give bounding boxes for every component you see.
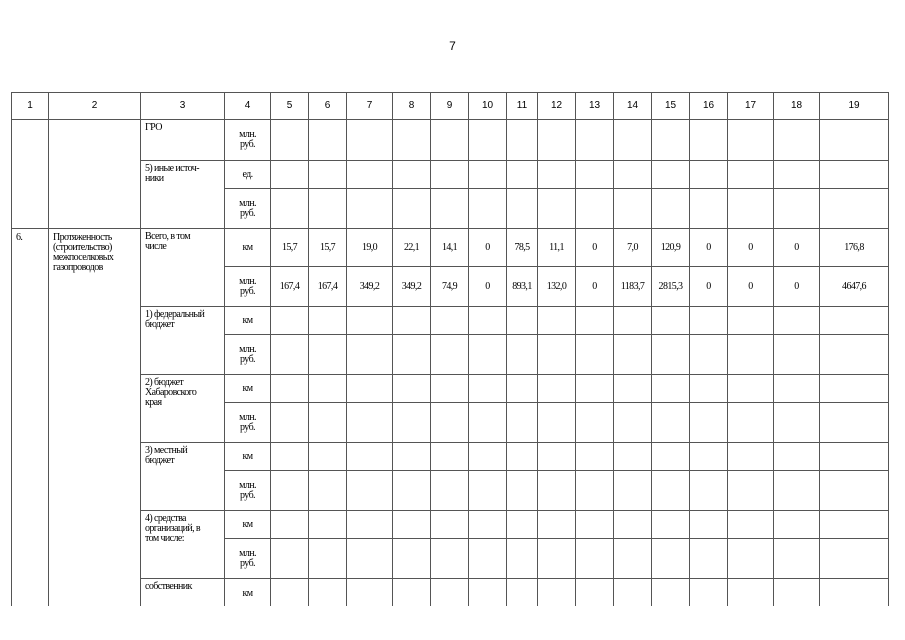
unit-cell: км	[225, 229, 271, 267]
value-cell	[690, 335, 728, 375]
value-cell	[507, 375, 538, 403]
unit-cell: млн. руб.	[225, 189, 271, 229]
value-cell	[538, 539, 576, 579]
page-number: 7	[449, 39, 456, 53]
value-cell	[820, 539, 889, 579]
value-cell	[728, 539, 774, 579]
value-cell: 78,5	[507, 229, 538, 267]
value-cell	[652, 443, 690, 471]
value-cell: 22,1	[393, 229, 431, 267]
value-cell	[347, 511, 393, 539]
value-cell	[652, 120, 690, 161]
unit-cell: млн. руб.	[225, 539, 271, 579]
value-cell	[614, 161, 652, 189]
value-cell	[576, 511, 614, 539]
value-cell	[431, 539, 469, 579]
value-cell	[652, 335, 690, 375]
value-cell	[576, 189, 614, 229]
value-cell	[614, 335, 652, 375]
header-cell: 9	[431, 93, 469, 120]
value-cell: 7,0	[614, 229, 652, 267]
value-cell	[774, 511, 820, 539]
value-cell	[538, 189, 576, 229]
value-cell	[820, 375, 889, 403]
header-cell: 1	[12, 93, 49, 120]
header-cell: 15	[652, 93, 690, 120]
header-cell: 13	[576, 93, 614, 120]
source-label-cell: ГРО	[141, 120, 225, 161]
value-cell: 11,1	[538, 229, 576, 267]
value-cell	[469, 403, 507, 443]
value-cell	[309, 579, 347, 607]
value-cell	[728, 471, 774, 511]
value-cell	[507, 335, 538, 375]
table-row	[12, 443, 889, 471]
value-cell	[728, 120, 774, 161]
unit-cell: км	[225, 443, 271, 471]
data-table	[11, 92, 889, 606]
value-cell: 0	[774, 229, 820, 267]
value-cell	[538, 375, 576, 403]
table-row	[12, 511, 889, 539]
value-cell	[728, 189, 774, 229]
value-cell	[393, 120, 431, 161]
value-cell: 0	[469, 267, 507, 307]
value-cell	[652, 307, 690, 335]
value-cell	[347, 189, 393, 229]
value-cell	[728, 443, 774, 471]
value-cell	[393, 511, 431, 539]
value-cell	[690, 511, 728, 539]
value-cell	[820, 511, 889, 539]
value-cell	[507, 511, 538, 539]
value-cell	[690, 539, 728, 579]
unit-cell: км	[225, 579, 271, 607]
header-cell: 7	[347, 93, 393, 120]
value-cell	[614, 189, 652, 229]
header-cell: 3	[141, 93, 225, 120]
value-cell	[820, 120, 889, 161]
value-cell	[774, 403, 820, 443]
value-cell	[469, 161, 507, 189]
value-cell	[614, 443, 652, 471]
value-cell	[393, 335, 431, 375]
value-cell	[431, 120, 469, 161]
table-row	[12, 307, 889, 335]
value-cell: 4647,6	[820, 267, 889, 307]
value-cell	[820, 307, 889, 335]
value-cell	[576, 120, 614, 161]
value-cell	[309, 189, 347, 229]
value-cell	[774, 471, 820, 511]
value-cell	[347, 579, 393, 607]
value-cell	[728, 335, 774, 375]
value-cell	[431, 579, 469, 607]
value-cell	[309, 161, 347, 189]
value-cell	[309, 443, 347, 471]
value-cell: 167,4	[271, 267, 309, 307]
source-label-cell: 4) средства организаций, в том числе:	[141, 511, 225, 579]
value-cell	[614, 375, 652, 403]
value-cell	[538, 403, 576, 443]
value-cell	[347, 307, 393, 335]
value-cell	[576, 539, 614, 579]
value-cell	[507, 189, 538, 229]
value-cell: 19,0	[347, 229, 393, 267]
value-cell	[690, 471, 728, 511]
value-cell	[576, 307, 614, 335]
value-cell	[431, 335, 469, 375]
value-cell	[774, 443, 820, 471]
value-cell	[820, 471, 889, 511]
value-cell	[774, 307, 820, 335]
value-cell	[271, 579, 309, 607]
value-cell: 120,9	[652, 229, 690, 267]
value-cell	[820, 189, 889, 229]
value-cell: 349,2	[393, 267, 431, 307]
value-cell	[469, 189, 507, 229]
value-cell: 1183,7	[614, 267, 652, 307]
value-cell	[507, 539, 538, 579]
header-cell: 16	[690, 93, 728, 120]
value-cell	[431, 471, 469, 511]
value-cell	[347, 161, 393, 189]
value-cell	[576, 443, 614, 471]
value-cell	[690, 120, 728, 161]
value-cell	[309, 375, 347, 403]
source-label-cell: 2) бюджет Хабаровского края	[141, 375, 225, 443]
source-label-cell: собственник	[141, 579, 225, 607]
value-cell	[538, 579, 576, 607]
value-cell	[431, 375, 469, 403]
value-cell	[652, 579, 690, 607]
value-cell	[728, 579, 774, 607]
value-cell	[576, 579, 614, 607]
value-cell	[507, 403, 538, 443]
value-cell	[538, 443, 576, 471]
value-cell	[271, 375, 309, 403]
value-cell	[774, 189, 820, 229]
value-cell	[690, 443, 728, 471]
source-label-cell: Всего, в том числе	[141, 229, 225, 307]
source-label-cell: 1) федеральный бюджет	[141, 307, 225, 375]
value-cell	[271, 471, 309, 511]
row-number-cell	[12, 120, 49, 229]
value-cell	[774, 161, 820, 189]
header-cell: 2	[49, 93, 141, 120]
value-cell	[469, 307, 507, 335]
header-cell: 8	[393, 93, 431, 120]
value-cell	[652, 161, 690, 189]
table-row	[12, 120, 889, 161]
value-cell	[576, 375, 614, 403]
value-cell	[393, 189, 431, 229]
value-cell: 0	[469, 229, 507, 267]
table-body	[12, 93, 889, 607]
value-cell	[393, 161, 431, 189]
value-cell	[393, 471, 431, 511]
value-cell	[576, 161, 614, 189]
value-cell	[690, 189, 728, 229]
row-number-cell: 6.	[12, 229, 49, 607]
value-cell: 349,2	[347, 267, 393, 307]
value-cell: 893,1	[507, 267, 538, 307]
value-cell	[728, 161, 774, 189]
value-cell	[347, 471, 393, 511]
value-cell	[271, 403, 309, 443]
value-cell: 132,0	[538, 267, 576, 307]
value-cell	[271, 511, 309, 539]
value-cell: 74,9	[431, 267, 469, 307]
value-cell	[774, 120, 820, 161]
unit-cell: ед.	[225, 161, 271, 189]
value-cell	[271, 307, 309, 335]
value-cell	[538, 471, 576, 511]
value-cell	[614, 120, 652, 161]
table-row	[12, 375, 889, 403]
value-cell: 0	[576, 229, 614, 267]
value-cell	[728, 375, 774, 403]
value-cell	[507, 161, 538, 189]
value-cell	[652, 471, 690, 511]
value-cell	[431, 307, 469, 335]
value-cell	[538, 161, 576, 189]
header-cell: 19	[820, 93, 889, 120]
value-cell	[347, 120, 393, 161]
value-cell	[728, 307, 774, 335]
value-cell	[347, 335, 393, 375]
value-cell	[469, 511, 507, 539]
value-cell	[431, 161, 469, 189]
value-cell	[614, 511, 652, 539]
value-cell	[393, 579, 431, 607]
value-cell	[774, 579, 820, 607]
value-cell	[469, 335, 507, 375]
value-cell	[431, 403, 469, 443]
value-cell: 0	[690, 229, 728, 267]
value-cell	[347, 539, 393, 579]
value-cell	[774, 375, 820, 403]
value-cell	[507, 307, 538, 335]
unit-cell: млн. руб.	[225, 120, 271, 161]
value-cell	[271, 539, 309, 579]
value-cell	[469, 375, 507, 403]
value-cell: 0	[690, 267, 728, 307]
value-cell	[469, 471, 507, 511]
value-cell	[469, 579, 507, 607]
value-cell	[507, 120, 538, 161]
value-cell	[309, 307, 347, 335]
unit-cell: млн. руб.	[225, 471, 271, 511]
value-cell	[538, 120, 576, 161]
value-cell	[431, 511, 469, 539]
value-cell	[469, 120, 507, 161]
value-cell	[347, 375, 393, 403]
indicator-name-cell	[49, 120, 141, 229]
value-cell	[431, 189, 469, 229]
value-cell	[347, 403, 393, 443]
value-cell	[393, 539, 431, 579]
value-cell	[774, 539, 820, 579]
value-cell	[820, 443, 889, 471]
value-cell	[614, 539, 652, 579]
value-cell	[309, 403, 347, 443]
header-cell: 17	[728, 93, 774, 120]
header-cell: 4	[225, 93, 271, 120]
value-cell	[652, 375, 690, 403]
value-cell	[309, 471, 347, 511]
value-cell	[652, 511, 690, 539]
value-cell	[271, 161, 309, 189]
value-cell	[774, 335, 820, 375]
value-cell	[690, 161, 728, 189]
value-cell	[576, 335, 614, 375]
value-cell	[820, 403, 889, 443]
unit-cell: км	[225, 511, 271, 539]
value-cell	[309, 335, 347, 375]
value-cell	[271, 120, 309, 161]
value-cell	[393, 307, 431, 335]
value-cell	[271, 189, 309, 229]
value-cell	[576, 403, 614, 443]
header-row	[12, 93, 889, 120]
value-cell	[728, 403, 774, 443]
value-cell	[538, 335, 576, 375]
source-label-cell: 3) местный бюджет	[141, 443, 225, 511]
value-cell	[309, 120, 347, 161]
value-cell	[538, 307, 576, 335]
value-cell	[538, 511, 576, 539]
value-cell	[507, 579, 538, 607]
table-row	[12, 579, 889, 607]
value-cell	[690, 307, 728, 335]
value-cell	[614, 579, 652, 607]
value-cell	[652, 539, 690, 579]
value-cell	[431, 443, 469, 471]
value-cell	[614, 471, 652, 511]
indicator-name-cell: Протяженность (строительство) межпоселковых газопроводов	[49, 229, 141, 607]
source-label-cell: 5) иные источ- ники	[141, 161, 225, 229]
value-cell: 167,4	[309, 267, 347, 307]
value-cell	[820, 579, 889, 607]
value-cell: 2815,3	[652, 267, 690, 307]
value-cell	[614, 307, 652, 335]
header-cell: 5	[271, 93, 309, 120]
value-cell	[309, 511, 347, 539]
value-cell	[728, 511, 774, 539]
unit-cell: км	[225, 307, 271, 335]
value-cell: 15,7	[271, 229, 309, 267]
value-cell	[820, 335, 889, 375]
value-cell: 0	[576, 267, 614, 307]
value-cell: 15,7	[309, 229, 347, 267]
value-cell	[393, 375, 431, 403]
value-cell	[690, 403, 728, 443]
value-cell	[469, 443, 507, 471]
table-row	[12, 161, 889, 189]
value-cell	[393, 443, 431, 471]
header-cell: 11	[507, 93, 538, 120]
header-cell: 14	[614, 93, 652, 120]
unit-cell: млн. руб.	[225, 335, 271, 375]
value-cell	[820, 161, 889, 189]
value-cell	[690, 579, 728, 607]
value-cell	[507, 443, 538, 471]
table-row	[12, 229, 889, 267]
value-cell: 0	[728, 229, 774, 267]
value-cell	[393, 403, 431, 443]
value-cell	[576, 471, 614, 511]
value-cell	[271, 335, 309, 375]
value-cell: 14,1	[431, 229, 469, 267]
value-cell: 0	[728, 267, 774, 307]
value-cell	[507, 471, 538, 511]
value-cell	[614, 403, 652, 443]
unit-cell: млн. руб.	[225, 267, 271, 307]
value-cell	[347, 443, 393, 471]
value-cell	[652, 403, 690, 443]
header-cell: 18	[774, 93, 820, 120]
value-cell	[690, 375, 728, 403]
value-cell: 0	[774, 267, 820, 307]
value-cell: 176,8	[820, 229, 889, 267]
table-container	[11, 92, 889, 606]
unit-cell: км	[225, 375, 271, 403]
unit-cell: млн. руб.	[225, 403, 271, 443]
header-cell: 10	[469, 93, 507, 120]
value-cell	[469, 539, 507, 579]
header-cell: 12	[538, 93, 576, 120]
value-cell	[309, 539, 347, 579]
value-cell	[271, 443, 309, 471]
value-cell	[652, 189, 690, 229]
header-cell: 6	[309, 93, 347, 120]
